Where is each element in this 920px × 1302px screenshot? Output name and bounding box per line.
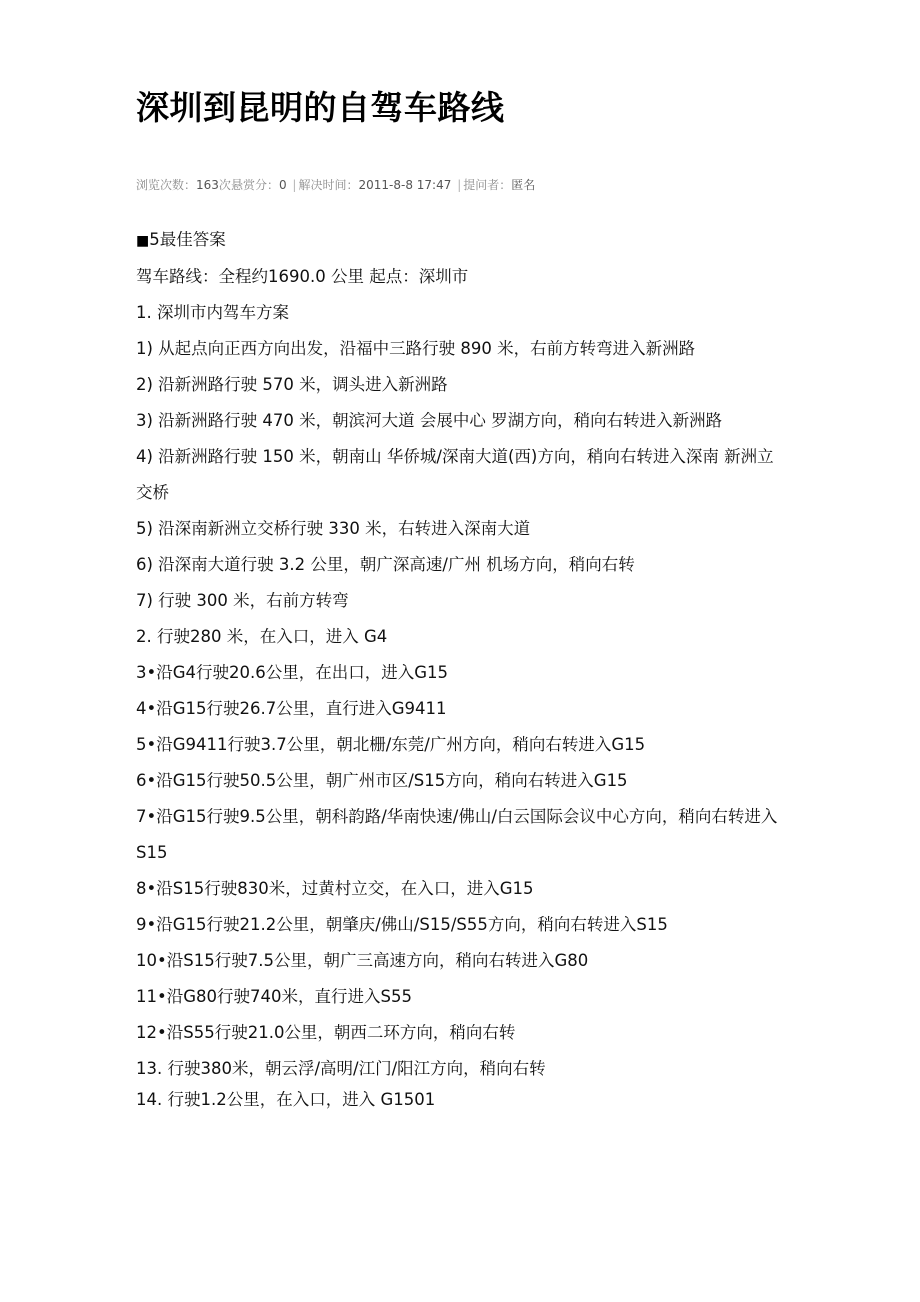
resolved-label: 解决时间： xyxy=(298,178,359,192)
route-step: 4•沿G15行驶26.7公里，直行进入G9411 xyxy=(136,699,447,718)
route-step: 14. 行驶1.2公里，在入口，进入 G1501 xyxy=(136,1090,436,1109)
meta-separator: | xyxy=(292,178,297,192)
route-step: 7) 行驶 300 米，右前方转弯 xyxy=(136,591,349,610)
meta-separator: | xyxy=(457,178,462,192)
route-step: 6) 沿深南大道行驶 3.2 公里，朝广深高速/广州 机场方向，稍向右转 xyxy=(136,555,635,574)
route-step: 9•沿G15行驶21.2公里，朝肇庆/佛山/S15/S55方向，稍向右转进入S15 xyxy=(136,915,668,934)
route-step: 7•沿G15行驶9.5公里，朝科韵路/华南快速/佛山/白云国际会议中心方向，稍向右转进入 S15 xyxy=(136,807,778,862)
route-step: 6•沿G15行驶50.5公里，朝广州市区/S15方向，稍向右转进入G15 xyxy=(136,771,628,790)
views-label: 浏览次数： xyxy=(136,178,197,192)
route-summary: 驾车路线：全程约1690.0 公里 起点：深圳市 xyxy=(136,267,469,286)
asker-label: 提问者： xyxy=(463,178,512,192)
route-step: 3) 沿新洲路行驶 470 米，朝滨河大道 会展中心 罗湖方向，稍向右转进入新洲路 xyxy=(136,411,723,430)
route-step: 3•沿G4行驶20.6公里，在出口，进入G15 xyxy=(136,663,449,682)
route-step: 12•沿S55行驶21.0公里，朝西二环方向，稍向右转 xyxy=(136,1023,516,1042)
route-step: 2. 行驶280 米，在入口，进入 G4 xyxy=(136,627,388,646)
reward-value: 0 xyxy=(278,178,287,192)
answer-content xyxy=(136,222,786,1113)
route-step: 11•沿G80行驶740米，直行进入S55 xyxy=(136,987,412,1006)
asker-value: 匿名 xyxy=(511,178,536,192)
route-step: 8•沿S15行驶830米，过黄村立交，在入口，进入G15 xyxy=(136,879,534,898)
resolved-value: 2011-8-8 17:47 xyxy=(358,178,452,192)
route-step: 2) 沿新洲路行驶 570 米，调头进入新洲路 xyxy=(136,375,448,394)
route-step: 10•沿S15行驶7.5公里，朝广三高速方向，稍向右转进入G80 xyxy=(136,951,589,970)
page-title: 深圳到昆明的自驾车路线 xyxy=(136,88,505,127)
route-section-heading: 1. 深圳市内驾车方案 xyxy=(136,303,289,322)
route-step: 13. 行驶380米，朝云浮/高明/江门/阳江方向，稍向右转 xyxy=(136,1059,546,1078)
views-unit: 次 xyxy=(218,178,231,192)
best-answer-heading xyxy=(136,222,786,259)
views-value: 163 xyxy=(196,178,219,192)
route-step: 1) 从起点向正西方向出发，沿福中三路行驶 890 米，右前方转弯进入新洲路 xyxy=(136,339,696,358)
best-answer-label: 5最佳答案 xyxy=(149,230,226,249)
reward-label: 悬赏分： xyxy=(230,178,279,192)
route-step: 5) 沿深南新洲立交桥行驶 330 米，右转进入深南大道 xyxy=(136,519,531,538)
question-meta xyxy=(136,176,535,194)
square-marker-icon: ■ xyxy=(136,233,150,249)
route-step: 4) 沿新洲路行驶 150 米，朝南山 华侨城/深南大道(西)方向，稍向右转进入深南 新洲立交桥 xyxy=(136,447,774,502)
route-step: 5•沿G9411行驶3.7公里，朝北栅/东莞/广州方向，稍向右转进入G15 xyxy=(136,735,646,754)
